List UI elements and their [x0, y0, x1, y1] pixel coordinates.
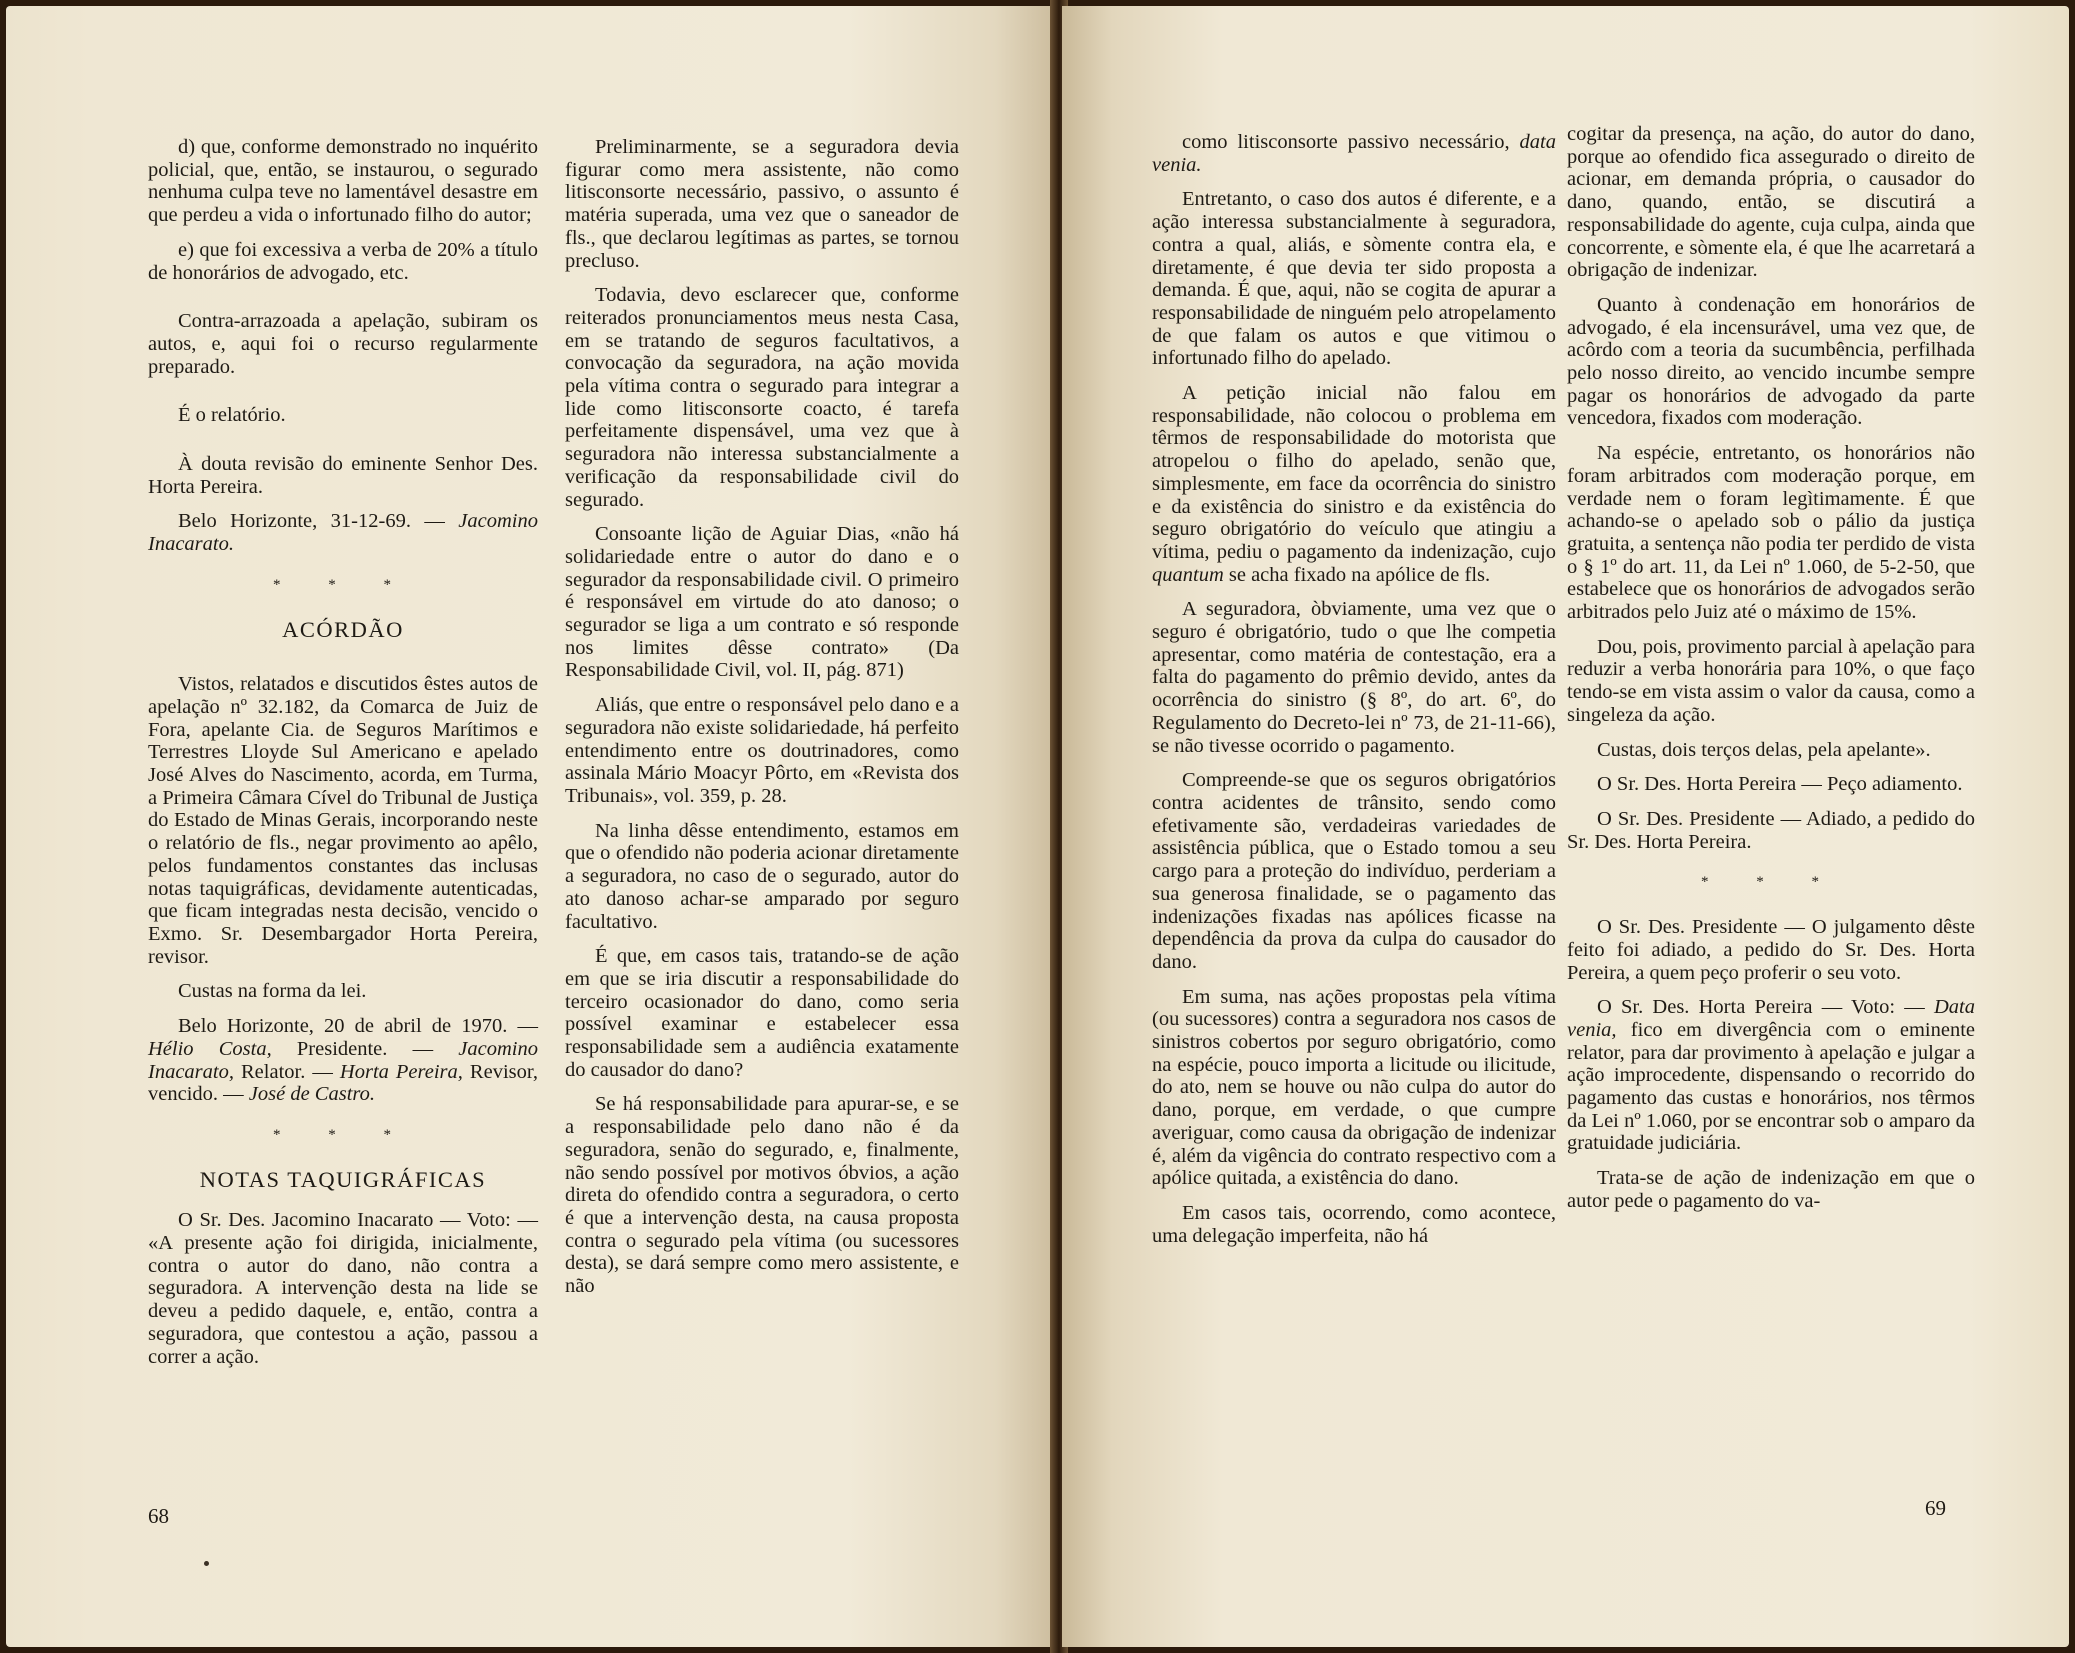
- page-number: 69: [1925, 1496, 1946, 1520]
- paragraph: O Sr. Des. Jacomino Inacarato — Voto: — «A presente ação foi dirigida, inicialmente, contra o autor do dano, não contra a seguradora. A intervenção desta na lide se deveu a pedido daquele, e, então, contra a seguradora, que contestou a ação, passou a correr a ação.: [148, 1209, 538, 1368]
- paragraph: Preliminarmente, se a seguradora devia figurar como mera assistente, não como litisconsorte necessário, passivo, o assunto é matéria superada, uma vez que o saneador de fls., que declarou legítimas as partes, se tornou precluso.: [565, 136, 959, 272]
- paragraph: O Sr. Des. Horta Pereira — Peço adiamento.: [1597, 773, 1963, 796]
- paragraph: Na linha dêsse entendimento, estamos em que o ofendido não poderia acionar diretamente a seguradora, no caso de o segurado, autor do ato danoso achar-se amparado por seguro facultativo.: [565, 819, 959, 933]
- paragraph: É o relatório.: [178, 404, 286, 427]
- paragraph: como litisconsorte passivo necessário, data venia.: [1152, 131, 1556, 176]
- signature-name: Jacomino Inacarato.: [148, 510, 538, 556]
- paragraph: À douta revisão do eminente Senhor Des. Horta Pereira.: [148, 453, 538, 498]
- paragraph: Vistos, relatados e discutidos êstes autos de apelação nº 32.182, da Comarca de Juiz de Fora, apelante Cia. de Seguros Marítimos e Terrestres Lloyde Sul Americano e apelado José Alves do Nascimento, acorda, em Turma, a Primeira Câmara Cível do Tribunal de Justiça do Estado de Minas Gerais, incorporando neste o relatório de fls., negar provimento ao apêlo, pelos fundamentos constantes das inclusas notas taquigráficas, devidamente autenticadas, que ficam integradas nesta decisão, vencido o Exmo. Sr. Desembargador Horta Pereira, revisor.: [148, 673, 538, 968]
- paragraph: Em casos tais, ocorrendo, como acontece, uma delegação imperfeita, não há: [1152, 1201, 1556, 1247]
- paragraph: Na espécie, entretanto, os honorários não foram arbitrados com moderação porque, em verdade nem o foram legìtimamente. É que achando-se o apelado sob o pálio da justiça gratuita, a sentença não podia ter perdido de vista o § 1º do art. 11, da Lei nº 1.060, de 5-2-50, que estabelece que os honorários de advogados serão arbitrados pelo Juiz até o máximo de 15%.: [1567, 442, 1975, 624]
- paragraph: Contra-arrazoada a apelação, subiram os autos, e, aqui foi o recurso regularmente preparado.: [148, 310, 538, 378]
- print-speck: [204, 1561, 209, 1566]
- left-page-column-1: [148, 136, 538, 1380]
- paragraph: A petição inicial não falou em responsabilidade, não colocou o problema em têrmos de responsabilidade do motorista que atropelou o filho do apelado, senão que, simplesmente, em face da ocorrência do sinistro e da existência do sinistro e da existência do seguro obrigatório do veículo que atingiu a vítima, pediu o pagamento da indenização, cujo quantum se acha fixado na apólice de fls.: [1152, 382, 1556, 586]
- section-separator: * * *: [273, 576, 413, 593]
- paragraph: É que, em casos tais, tratando-se de ação em que se iria discutir a responsabilidade do terceiro ocasionador do dano, como seria possível examinar e estabelecer essa responsabilidade sem a audiência exatamente do causador do dano?: [565, 945, 959, 1081]
- paragraph: O Sr. Des. Presidente — Adiado, a pedido do Sr. Des. Horta Pereira.: [1567, 807, 1975, 853]
- paragraph: A seguradora, òbviamente, uma vez que o seguro é obrigatório, tudo o que lhe competia apresentar, como matéria de contestação, era a falta do pagamento do prêmio devido, antes da ocorrência do sinistro (§ 8º, do art. 6º, do Regulamento do Decreto-lei nº 73, de 21-11-66), se não tivesse ocorrido o pagamento.: [1152, 598, 1556, 757]
- paragraph: Em suma, nas ações propostas pela vítima (ou sucessores) contra a seguradora nos casos de sinistros cobertos por seguro obrigatório, como na espécie, pouco importa a licitude ou ilicitude, do ato, nem se houve ou não culpa do autor do dano, porque, em verdade, o que cumpre averiguar, como causa da obrigação de indenizar é, além da vigência do contrato respectivo com a apólice quitada, a existência do dano.: [1152, 985, 1556, 1190]
- paragraph: O Sr. Des. Presidente — O julgamento dêste feito foi adiado, a pedido do Sr. Des. Horta Pereira, a quem peço proferir o seu voto.: [1567, 916, 1975, 984]
- right-page-column-1: [1152, 131, 1556, 1247]
- paragraph: O Sr. Des. Horta Pereira — Voto: — Data venia, fico em divergência com o eminente relator, para dar provimento à apelação e julgar a ação improcedente, dispensando o recorrido do pagamento das custas e honorários, nos têrmos da Lei nº 1.060, por se encontrar sob o amparo da gratuidade judiciária.: [1567, 996, 1975, 1155]
- left-page: [6, 6, 1058, 1647]
- signature-block: Belo Horizonte, 20 de abril de 1970. — Hélio Costa, Presidente. — Jacomino Inacarato, Relator. — Horta Pereira, Revisor, vencido. — José de Castro.: [148, 1015, 539, 1106]
- right-page-column-2: [1567, 123, 1975, 1213]
- section-separator: * * *: [1701, 874, 1841, 891]
- paragraph: e) que foi excessiva a verba de 20% a título de honorários de advogado, etc.: [148, 238, 538, 284]
- paragraph: Quanto à condenação em honorários de advogado, é ela incensurável, uma vez que, de acôrdo com a teoria da sucumbência, perfilhada pelo nosso direito, ao vencido incumbe sempre pagar os honorários de advogado da parte vencedora, fixados com moderação.: [1567, 293, 1975, 430]
- page-number: 68: [148, 1504, 169, 1528]
- section-heading-notas: NOTAS TAQUIGRÁFICAS: [199, 1166, 487, 1192]
- paragraph: Dou, pois, provimento parcial à apelação para reduzir a verba honorária para 10%, o que faço tendo-se em vista assim o valor da causa, como a singeleza da ação.: [1567, 635, 1975, 726]
- paragraph: Custas, dois terços delas, pela apelante».: [1597, 738, 1931, 761]
- paragraph: Compreende-se que os seguros obrigatórios contra acidentes de trânsito, sendo como efetivamente são, verdadeiras variedades de assistência pública, que o Estado tomou a seu cargo para a proteção do indivíduo, perderiam a sua generosa finalidade, se o pagamento das indenizações fixadas nas apólices ficasse na dependência da prova da culpa do causador do dano.: [1152, 769, 1556, 973]
- paragraph: Consoante lição de Aguiar Dias, «não há solidariedade entre o autor do dano e o segurador da responsabilidade civil. O primeiro é responsável em virtude do ato danoso; o segurador se liga a um contrato e só responde nos limites dêsse contrato» (Da Responsabilidade Civil, vol. II, pág. 871): [565, 523, 959, 682]
- paragraph: Aliás, que entre o responsável pelo dano e a seguradora não existe solidariedade, há perfeito entendimento entre os doutrinadores, como assinala Mário Moacyr Pôrto, em «Revista dos Tribunais», vol. 359, p. 28.: [565, 694, 959, 807]
- left-page-column-2: [565, 136, 959, 1298]
- paragraph: Trata-se de ação de indenização em que o autor pede o pagamento do va-: [1567, 1167, 1975, 1212]
- paragraph: Custas na forma da lei.: [178, 980, 367, 1003]
- right-page: [1062, 6, 2069, 1647]
- paragraph: Se há responsabilidade para apurar-se, e se a responsabilidade pelo dano não é da seguradora, senão do segurado, e, finalmente, não sendo possível por motivos óbvios, a ação direta do ofendido contra a seguradora, o certo é que a intervenção desta, na causa proposta contra o segurado pela vítima (ou sucessores desta), se dará sempre como mero assistente, e não: [565, 1093, 959, 1298]
- signature-line: Belo Horizonte, 31-12-69. — Jacomino Inacarato.: [148, 510, 538, 556]
- paragraph: Todavia, devo esclarecer que, conforme reiterados pronunciamentos meus nesta Casa, em se tratando de seguros facultativos, a convocação da seguradora, na ação movida pela vítima contra o segurado para integrar a lide como litisconsorte coacto, é tarefa perfeitamente dispensável, uma vez que à seguradora não interessa substancialmente a verificação da responsabilidade civil do segurado.: [565, 284, 959, 511]
- section-separator: * * *: [273, 1126, 413, 1143]
- paragraph: cogitar da presença, na ação, do autor do dano, porque ao ofendido fica assegurado o direito de acionar, em demanda própria, o causador do dano, quando, então, se discutirá a responsabilidade do agente, cuja culpa, ainda que concorrente, e sòmente ela, é que lhe acarretará a obrigação de indenizar.: [1567, 123, 1975, 282]
- section-heading-acordao: ACÓRDÃO: [282, 616, 404, 642]
- paragraph: Entretanto, o caso dos autos é diferente, e a ação interessa substancialmente à seguradora, contra a qual, aliás, e sòmente contra ela, e diretamente, é que devia ter sido proposta a demanda. É que, aqui, não se cogita de apurar a responsabilidade de ninguém pelo atropelamento de que falam os autos e que vitimou o infortunado filho do apelado.: [1152, 188, 1556, 370]
- paragraph: d) que, conforme demonstrado no inquérito policial, que, então, se instaurou, o segurado nenhuma culpa teve no lamentável desastre em que perdeu a vida o infortunado filho do autor;: [148, 136, 538, 227]
